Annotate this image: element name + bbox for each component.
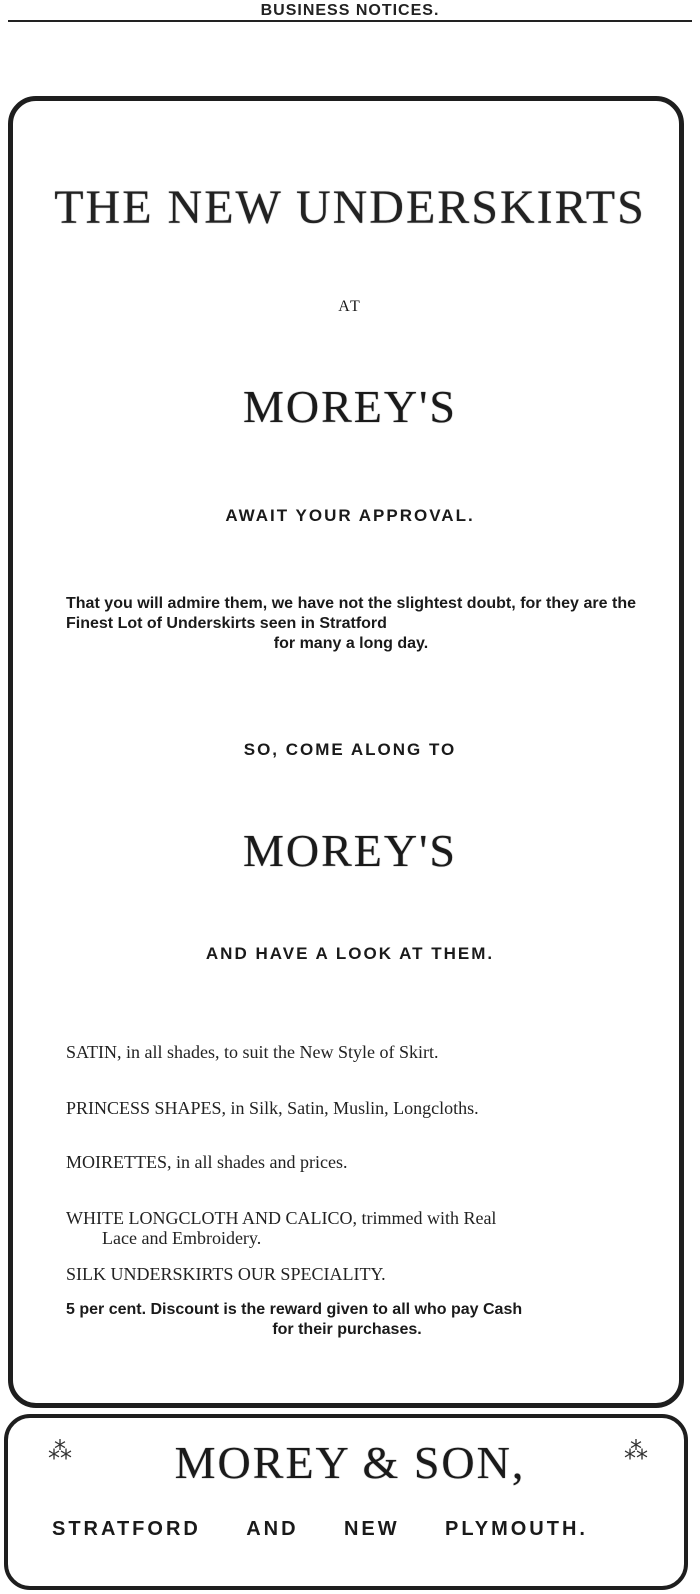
await-approval-text: AWAIT YOUR APPROVAL. bbox=[225, 506, 475, 525]
asterism-ornament-icon: ⁂ bbox=[48, 1437, 72, 1465]
product-item-silk-underskirts: SILK UNDERSKIRTS OUR SPECIALITY. bbox=[66, 1264, 386, 1284]
header-rule bbox=[8, 20, 692, 22]
town-word: PLYMOUTH. bbox=[445, 1518, 588, 1540]
shop-name: MOREY'S bbox=[243, 825, 457, 876]
town-word: AND bbox=[246, 1518, 299, 1540]
discount-line: for their purchases. bbox=[272, 1321, 422, 1338]
town-word: STRATFORD bbox=[52, 1518, 201, 1540]
intro-line: That you will admire them, we have not the slightest doubt, for they are the Finest Lot of Underskirts seen in Stratford bbox=[66, 595, 636, 632]
shop-name: MOREY'S bbox=[243, 381, 457, 432]
at-text: AT bbox=[338, 298, 362, 315]
section-title: BUSINESS NOTICES. bbox=[260, 2, 440, 19]
product-item-line: Lace and Embroidery. bbox=[102, 1228, 262, 1248]
come-along-text: SO, COME ALONG TO bbox=[243, 740, 457, 759]
firm-name: MOREY & SON, bbox=[174, 1437, 526, 1488]
ad-headline: THE NEW UNDERSKIRTS bbox=[54, 181, 646, 234]
intro-paragraph bbox=[66, 594, 636, 654]
have-a-look-text: AND HAVE A LOOK AT THEM. bbox=[205, 944, 495, 963]
discount-line: 5 per cent. Discount is the reward given to all who pay Cash bbox=[66, 1301, 523, 1318]
discount-notice bbox=[66, 1300, 628, 1340]
town-word: NEW bbox=[343, 1518, 400, 1540]
product-item-moirettes: MOIRETTES, in all shades and prices. bbox=[66, 1152, 348, 1172]
product-item-princess-shapes: PRINCESS SHAPES, in Silk, Satin, Muslin, Longcloths. bbox=[66, 1098, 479, 1118]
intro-line: for many a long day. bbox=[273, 635, 429, 652]
product-item-white-longcloth bbox=[66, 1208, 628, 1248]
asterism-ornament-icon: ⁂ bbox=[624, 1437, 648, 1465]
firm-locations bbox=[52, 1518, 588, 1541]
product-item-line: WHITE LONGCLOTH AND CALICO, trimmed with Real bbox=[66, 1208, 497, 1228]
product-item-satin: SATIN, in all shades, to suit the New Style of Skirt. bbox=[66, 1042, 439, 1062]
